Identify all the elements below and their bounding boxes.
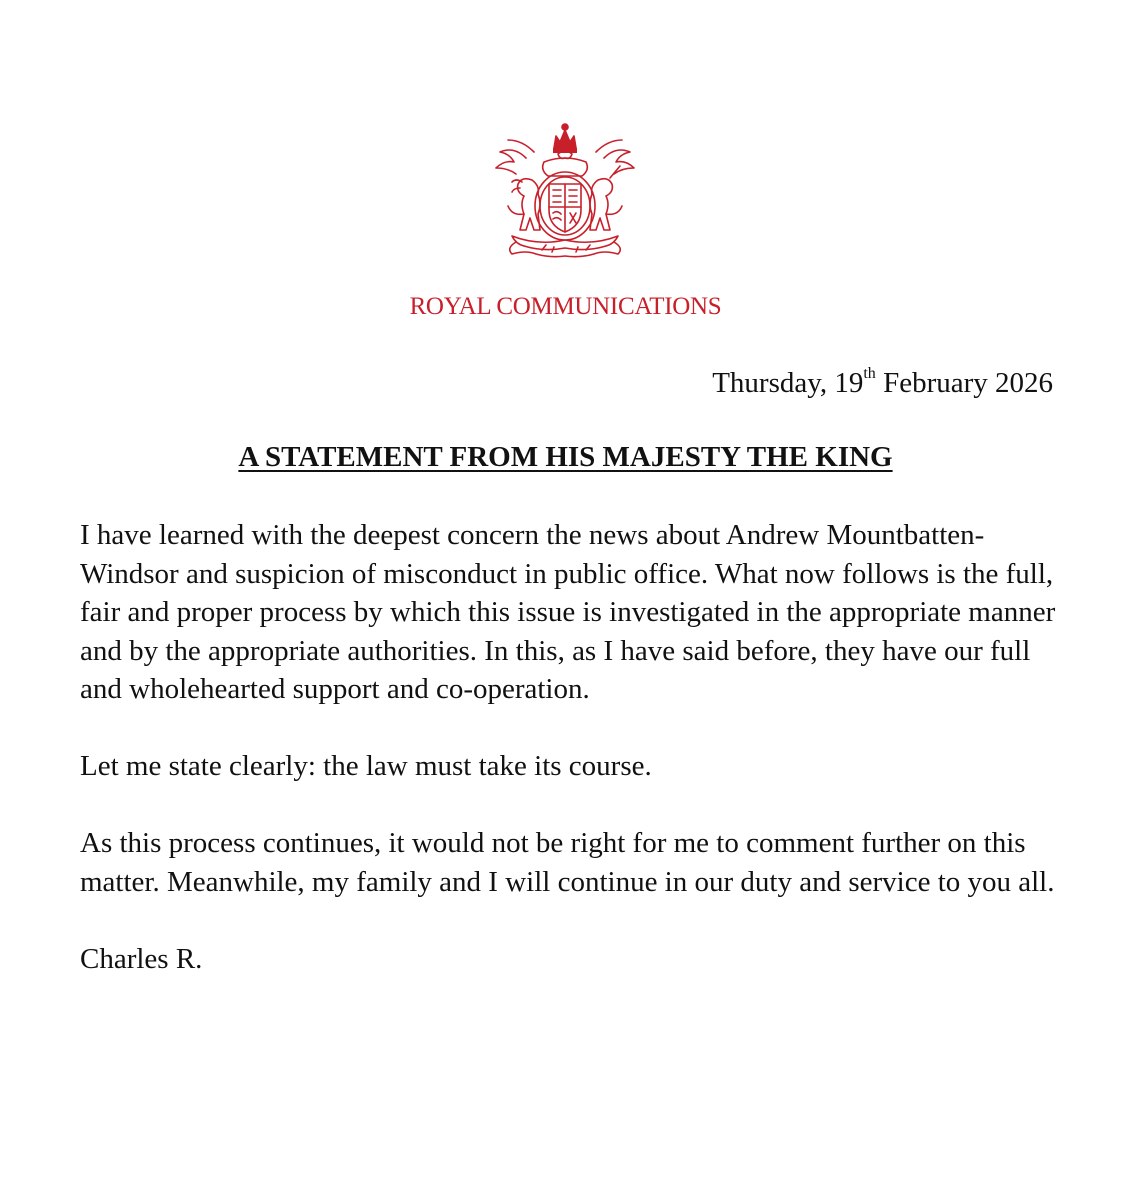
date-weekday: Thursday, (712, 367, 828, 399)
date-month-year: February 2026 (883, 367, 1053, 399)
statement-heading-text: A STATEMENT FROM HIS MAJESTY THE KING (238, 441, 893, 473)
paragraph: I have learned with the deepest concern the news about Andrew Mountbatten-Windsor and suspicion of misconduct in public office. What now follows is the full, fair and proper process by which this issue is investigated in the appropriate manner and by the appropriate authorities. In this, as I have said before, they have our full and wholehearted support and co-operation. (80, 519, 1056, 705)
date-day: 19 (834, 367, 864, 399)
paragraph: Let me state clearly: the law must take its course. (80, 750, 652, 782)
statement-heading (0, 441, 1131, 474)
signature: Charles R. (80, 942, 203, 975)
royal-coat-of-arms-icon (486, 118, 644, 260)
paragraph: As this process continues, it would not be right for me to comment further on this matter. Meanwhile, my family and I will continue in our duty and service to you all. (80, 827, 1055, 898)
statement-date (712, 367, 1053, 400)
date-day-suffix: th (863, 365, 876, 382)
office-name: ROYAL COMMUNICATIONS (409, 293, 722, 320)
statement-body (80, 516, 1070, 1017)
